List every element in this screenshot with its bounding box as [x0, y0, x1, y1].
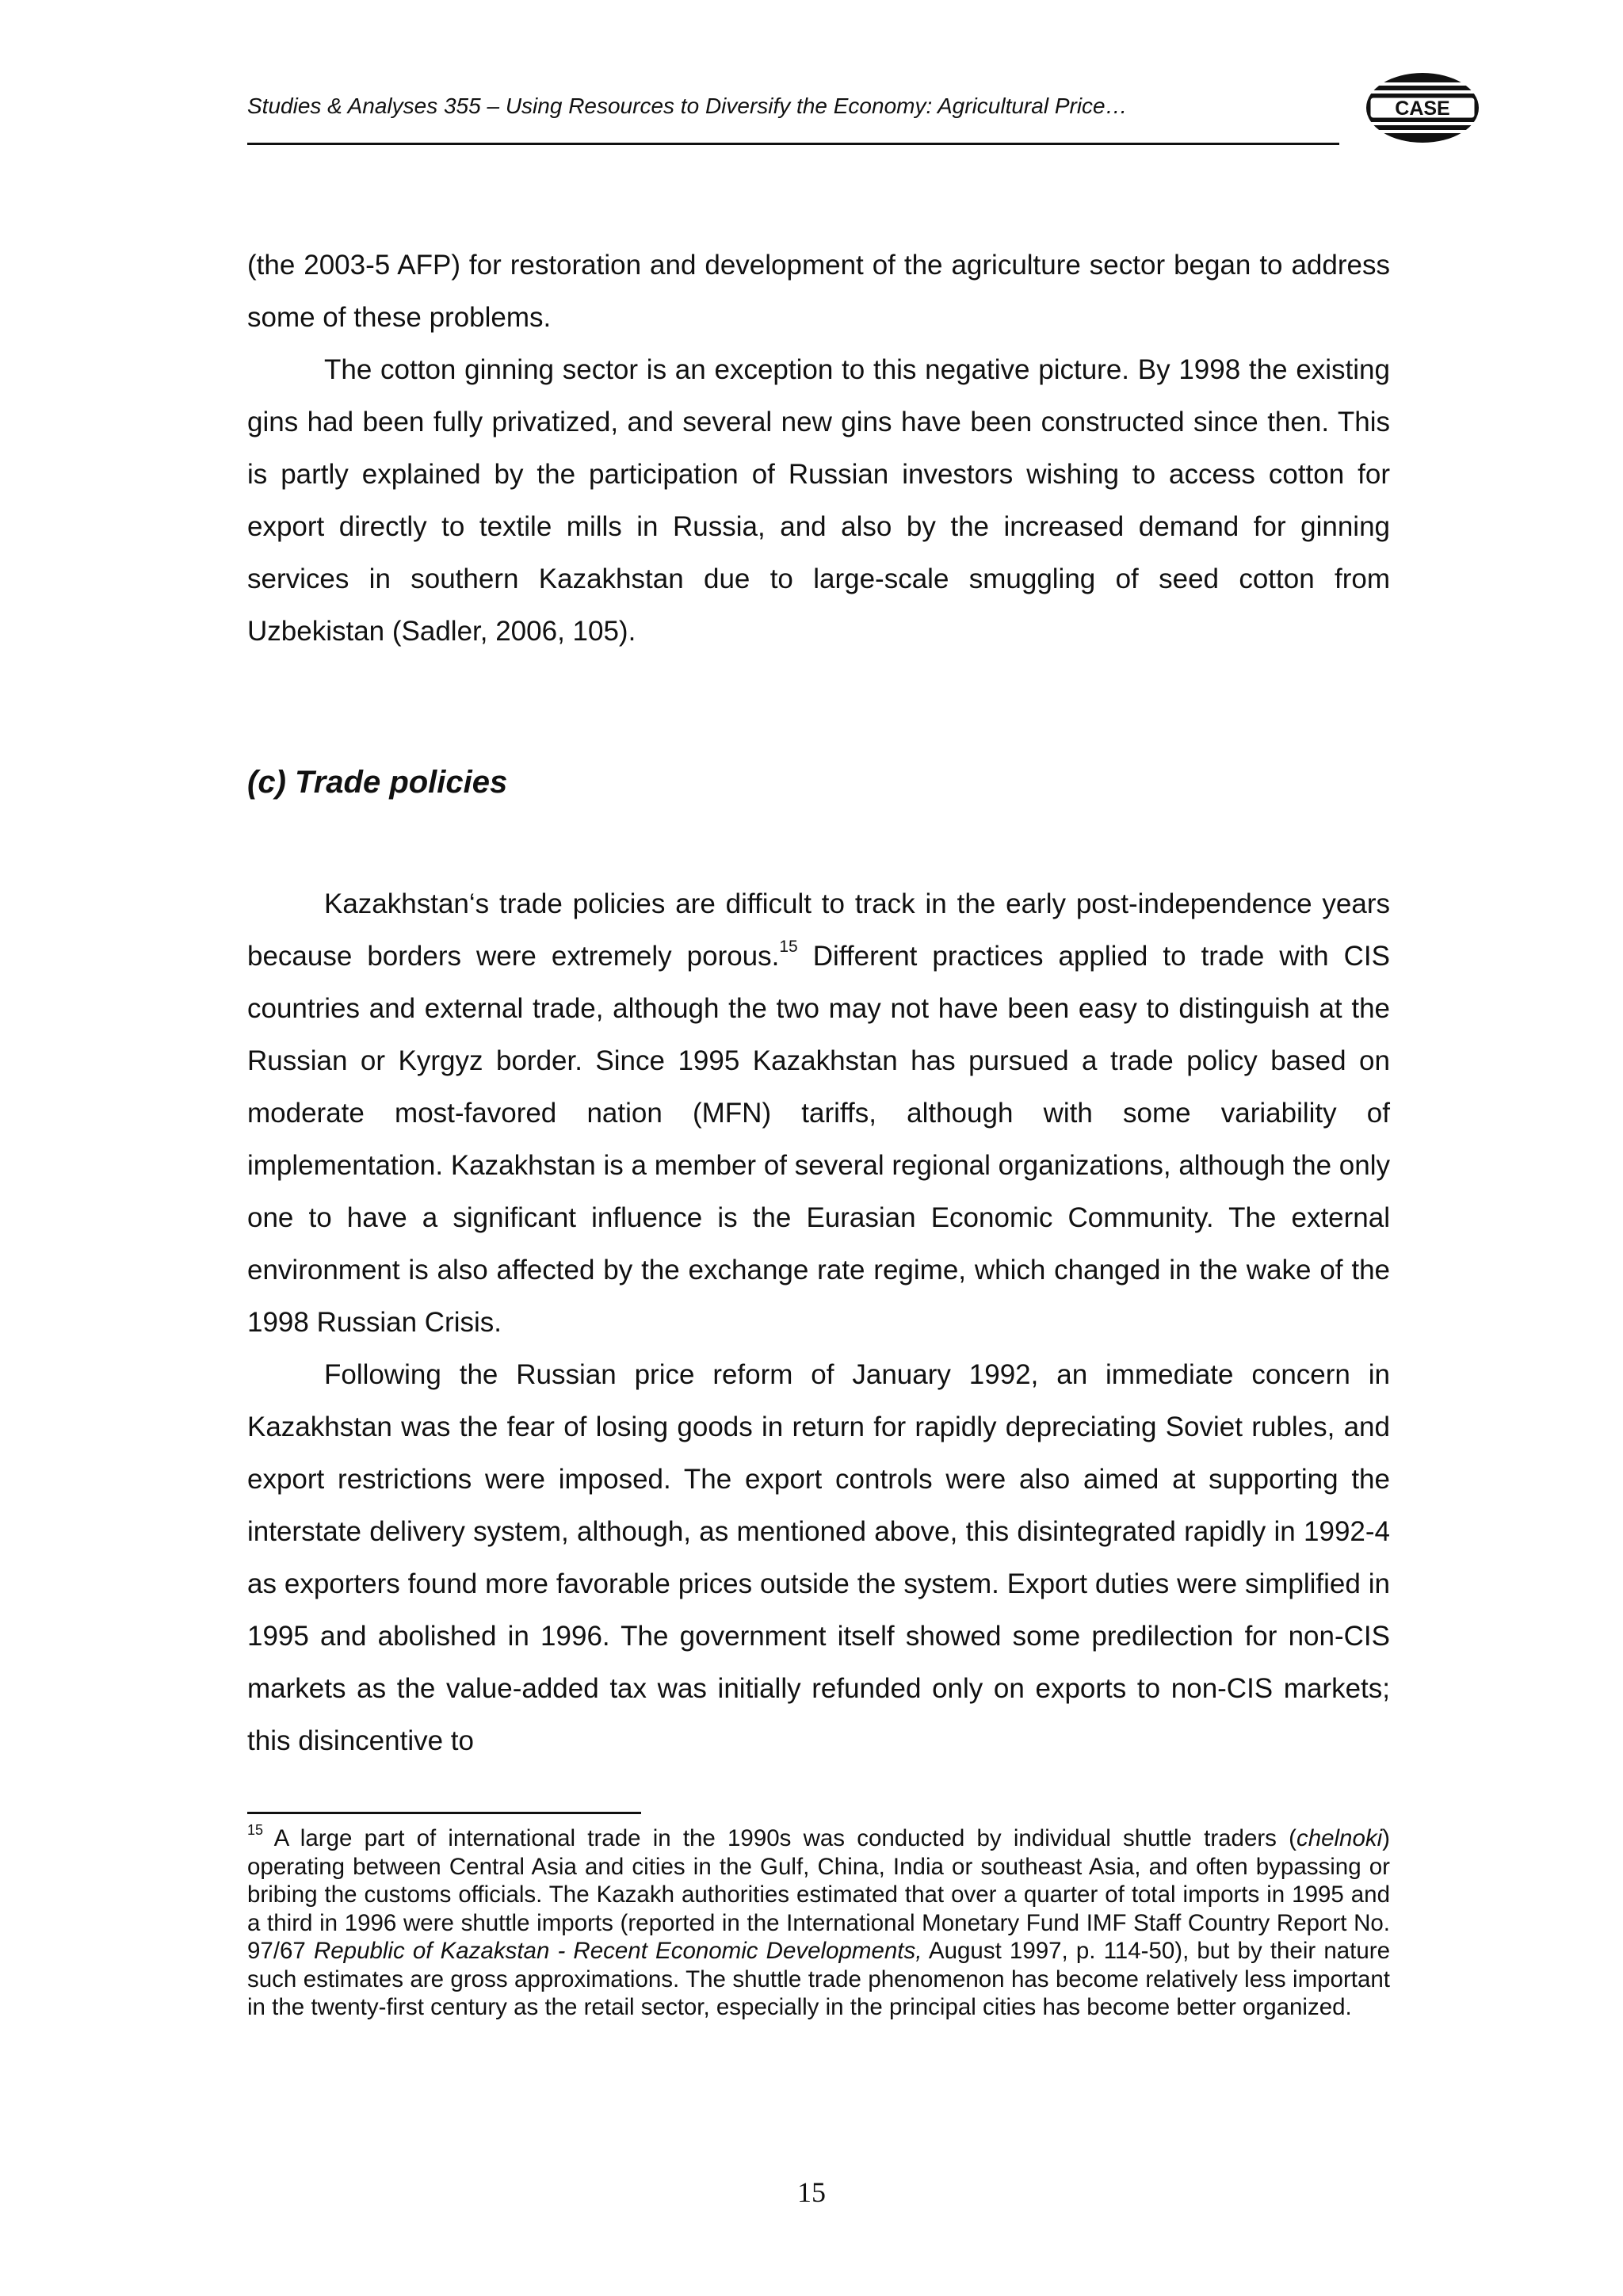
- footnote-15: [247, 1824, 1390, 2022]
- footnote-italic-title: Republic of Kazakstan - Recent Economic Developments,: [313, 1938, 922, 1964]
- page-number: 15: [797, 2176, 826, 2208]
- logo-text: CASE: [1395, 97, 1450, 120]
- paragraph-3: [247, 878, 1390, 1349]
- footnote-text-b: ) operating between Central Asia and cities in the Gulf, China, India or southeast Asia, and often bypassing or bribing the customs officials. The Kazakh authorities estimated that over a quarter of total imports in 1995 and a third in 1996 were shuttle imports (reported in the International Monetary Fund IMF Staff Country Report No. 97/67: [247, 1825, 1390, 1964]
- section-heading: (c) Trade policies: [247, 765, 508, 800]
- running-header: Studies & Analyses 355 – Using Resources to Diversify the Economy: Agricultural Price…: [247, 94, 1128, 118]
- footnote-rule: [247, 1812, 641, 1814]
- intro-block: [247, 239, 1390, 658]
- case-logo: [1363, 70, 1482, 146]
- paragraph-3-part-b: Different practices applied to trade with CIS countries and external trade, although the two may not have been easy to distinguish at the Russian or Kyrgyz border. Since 1995 Kazakhstan has pursued a trade policy based on moderate most-favored nation (MFN) tariffs, although with some variability of implementation. Kazakhstan is a member of several regional organizations, although the only one to have a significant influence is the Eurasian Economic Community. The external environment is also affected by the exchange rate regime, which changed in the wake of the 1998 Russian Crisis.: [247, 941, 1390, 1338]
- paragraph-2: The cotton ginning sector is an exception to this negative picture. By 1998 the existing gins had been fully privatized, and several new gins have been constructed since then. This is partly explained by the participation of Russian investors wishing to access cotton for export directly to textile mills in Russia, and also by the increased demand for ginning services in southern Kazakhstan due to large-scale smuggling of seed cotton from Uzbekistan (Sadler, 2006, 105).: [247, 354, 1390, 647]
- footnote-italic-term: chelnoki: [1296, 1825, 1383, 1851]
- paragraph-1: (the 2003-5 AFP) for restoration and development of the agriculture sector began to address some of these problems.: [247, 250, 1390, 333]
- header-rule: [247, 143, 1339, 145]
- footnote-text-c: August 1997, p. 114-50), but by their nature such estimates are gross approximations. The shuttle trade phenomenon has become relatively less important in the twenty-first century as the retail sector, especially in the principal cities has become better organized.: [247, 1938, 1390, 2020]
- footnote-reference[interactable]: 15: [779, 938, 798, 957]
- trade-policies-block: [247, 878, 1390, 1767]
- footnote-number: 15: [247, 1822, 264, 1839]
- footnote-text-a: A large part of international trade in the 1990s was conducted by individual shuttle traders (: [263, 1825, 1296, 1851]
- paragraph-3-part-a: Kazakhstan‘s trade policies are difficult to track in the early post-independence years because borders were extremely porous.: [247, 888, 1390, 972]
- paragraph-4: Following the Russian price reform of January 1992, an immediate concern in Kazakhstan was the fear of losing goods in return for rapidly depreciating Soviet rubles, and export restrictions were imposed. The export controls were also aimed at supporting the interstate delivery system, although, as mentioned above, this disintegrated rapidly in 1992-4 as exporters found more favorable prices outside the system. Export duties were simplified in 1995 and abolished in 1996. The government itself showed some predilection for non-CIS markets as the value-added tax was initially refunded only on exports to non-CIS markets; this disincentive to: [247, 1359, 1390, 1756]
